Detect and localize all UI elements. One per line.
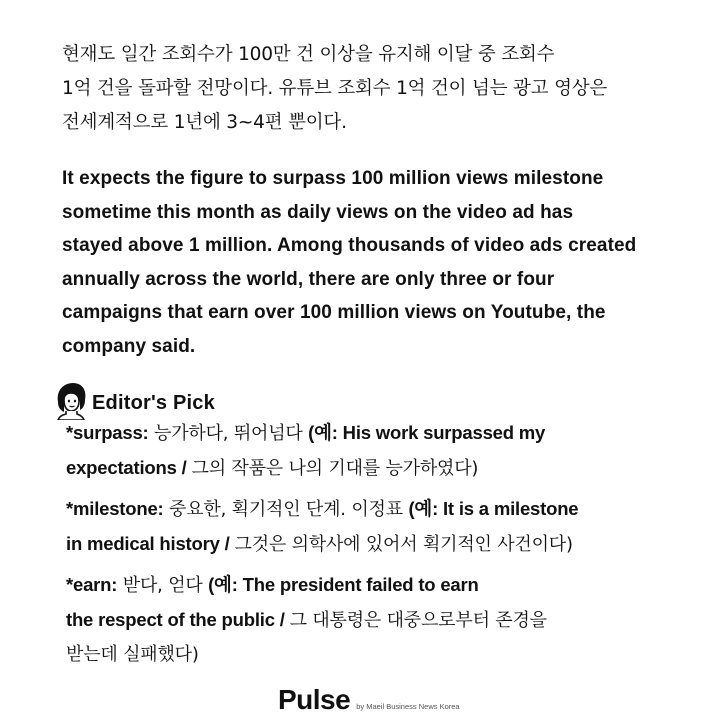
vocab-term: *earn:: [66, 574, 118, 595]
korean-line-3: 전세계적으로 1년에 3~4편 뿐이다.: [62, 112, 347, 133]
vocab-line: [66, 527, 706, 562]
vocab-term: *milestone:: [66, 498, 164, 519]
vocab-example-ko: 받는데 실패했다): [66, 644, 199, 665]
vocab-line: [66, 416, 706, 451]
english-line-1: It expects the figure to surpass 100 million views milestone: [62, 168, 604, 189]
vocab-meaning: 중요한, 획기적인 단계. 이정표: [163, 499, 409, 520]
vocab-line: [66, 638, 706, 672]
pulse-logo: Pulse: [278, 684, 351, 715]
vocab-entry-milestone: [66, 492, 706, 562]
vocab-line: [66, 568, 706, 603]
vocab-meaning: 능가하다, 뛰어넘다: [148, 423, 309, 444]
vocab-example: (예: The president failed to earn: [208, 574, 479, 595]
english-line-4: annually across the world, there are only three or four: [62, 268, 555, 290]
footer-brand: [278, 686, 460, 714]
editors-pick-title: Editor's Pick: [92, 391, 215, 414]
vocab-example-en: the respect of the public /: [66, 609, 290, 630]
korean-line-2: 1억 건을 돌파할 전망이다. 유튜브 조회수 1억 건이 넘는 광고 영상은: [62, 78, 608, 99]
vocab-example: (예: His work surpassed my: [308, 422, 546, 443]
vocab-example: (예: It is a milestone: [408, 498, 579, 519]
vocab-term: *surpass:: [66, 422, 149, 443]
english-line-5: campaigns that earn over 100 million views on Youtube, the: [62, 302, 606, 323]
english-line-2: sometime this month as daily views on the video ad has: [62, 201, 574, 223]
english-line-6: company said.: [62, 335, 196, 357]
vocab-line: [66, 603, 706, 638]
vocab-entry-surpass: [66, 416, 706, 486]
editors-pick-header: [52, 380, 215, 420]
vocab-example-ko: 그의 작품은 나의 기대를 능가하였다): [191, 458, 479, 479]
vocab-example-ko: 그 대통령은 대중으로부터 존경을: [289, 610, 547, 631]
vocab-entry-earn: [66, 568, 706, 672]
korean-paragraph: [62, 38, 702, 140]
vocab-example-en: in medical history /: [66, 533, 235, 554]
vocab-line: [66, 451, 706, 486]
vocab-example-en: expectations /: [66, 457, 192, 478]
vocab-example-ko: 그것은 의학사에 있어서 획기적인 사건이다): [234, 534, 573, 555]
korean-line-1: 현재도 일간 조회수가 100만 건 이상을 유지해 이달 중 조회수: [62, 44, 555, 65]
vocab-meaning: 받다, 얻다: [117, 575, 209, 596]
editor-avatar-icon: [52, 380, 90, 420]
english-line-3: stayed above 1 million. Among thousands of video ads created: [62, 235, 637, 256]
footer-byline: by Maeil Business News Korea: [356, 702, 460, 711]
vocab-line: [66, 492, 706, 527]
english-paragraph: [62, 162, 712, 363]
